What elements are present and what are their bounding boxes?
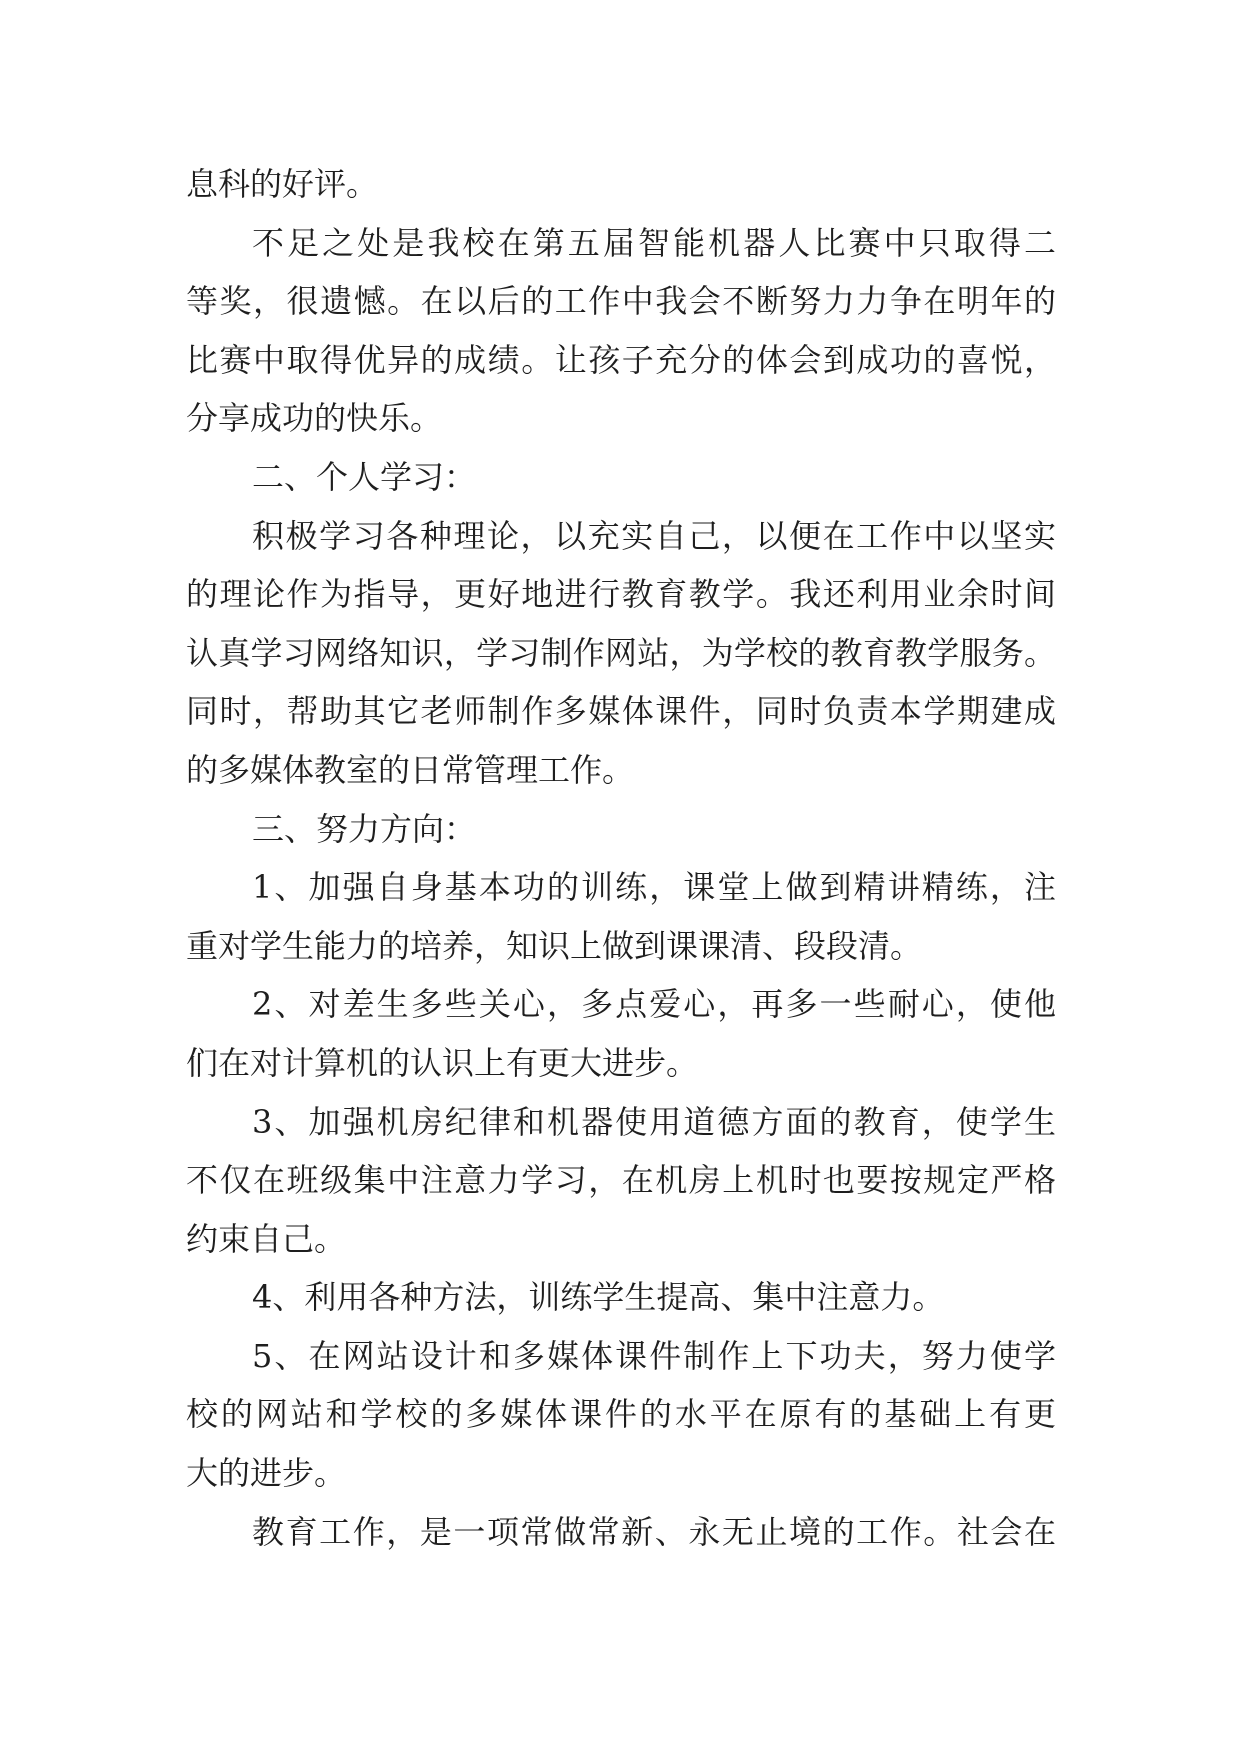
text-line: 积极学习各种理论，以充实自己，以便在工作中以坚实 [252,516,1056,555]
text-line: 重对学生能力的培养，知识上做到课课清、段段清。 [186,926,923,965]
text-line: 教育工作，是一项常做常新、永无止境的工作。社会在 [252,1512,1056,1551]
paragraph-conclusion [186,1503,1056,1562]
list-item-1 [186,858,1056,975]
text-line: 分享成功的快乐。 [186,399,443,438]
text-line: 的多媒体教室的日常管理工作。 [186,750,635,789]
section-heading-personal-study [186,448,1056,507]
text-line: 认真学习网络知识，学习制作网站，为学校的教育教学服务。 [186,633,1056,672]
paragraph-competition-shortcoming [186,214,1056,448]
list-item-3 [186,1093,1056,1269]
text-line: 约束自己。 [186,1219,347,1258]
section-heading: 三、努力方向： [252,809,477,848]
list-item-2 [186,975,1056,1092]
section-heading: 二、个人学习： [252,457,477,496]
text-line: 校的网站和学校的多媒体课件的水平在原有的基础上有更 [186,1395,1056,1434]
text-line: 同时，帮助其它老师制作多媒体课件，同时负责本学期建成 [186,692,1056,731]
text-line: 比赛中取得优异的成绩。让孩子充分的体会到成功的喜悦， [186,340,1056,379]
text-line: 不足之处是我校在第五届智能机器人比赛中只取得二 [252,223,1056,262]
section-heading-direction [186,800,1056,859]
text-line: 4、利用各种方法，训练学生提高、集中注意力。 [252,1278,945,1317]
text-line: 大的进步。 [186,1454,347,1493]
text-line: 的理论作为指导，更好地进行教育教学。我还利用业余时间 [186,575,1056,614]
list-item-5 [186,1327,1056,1503]
text-line: 3、加强机房纪律和机器使用道德方面的教育，使学生 [252,1102,1056,1141]
text-line: 不仅在班级集中注意力学习，在机房上机时也要按规定严格 [186,1161,1056,1200]
document-body [186,155,1056,1561]
text-line: 5、在网站设计和多媒体课件制作上下功夫，努力使学 [252,1336,1056,1375]
text-line: 息科的好评。 [186,165,379,203]
text-line: 等奖，很遗憾。在以后的工作中我会不断努力力争在明年的 [186,282,1056,321]
list-item-4 [186,1268,1056,1327]
paragraph-personal-study [186,507,1056,800]
text-line: 2、对差生多些关心，多点爱心，再多一些耐心，使他 [252,985,1056,1024]
text-line: 1、加强自身基本功的训练，课堂上做到精讲精练，注 [252,868,1056,907]
text-line: 们在对计算机的认识上有更大进步。 [186,1043,699,1082]
paragraph-continuation [186,155,1056,214]
